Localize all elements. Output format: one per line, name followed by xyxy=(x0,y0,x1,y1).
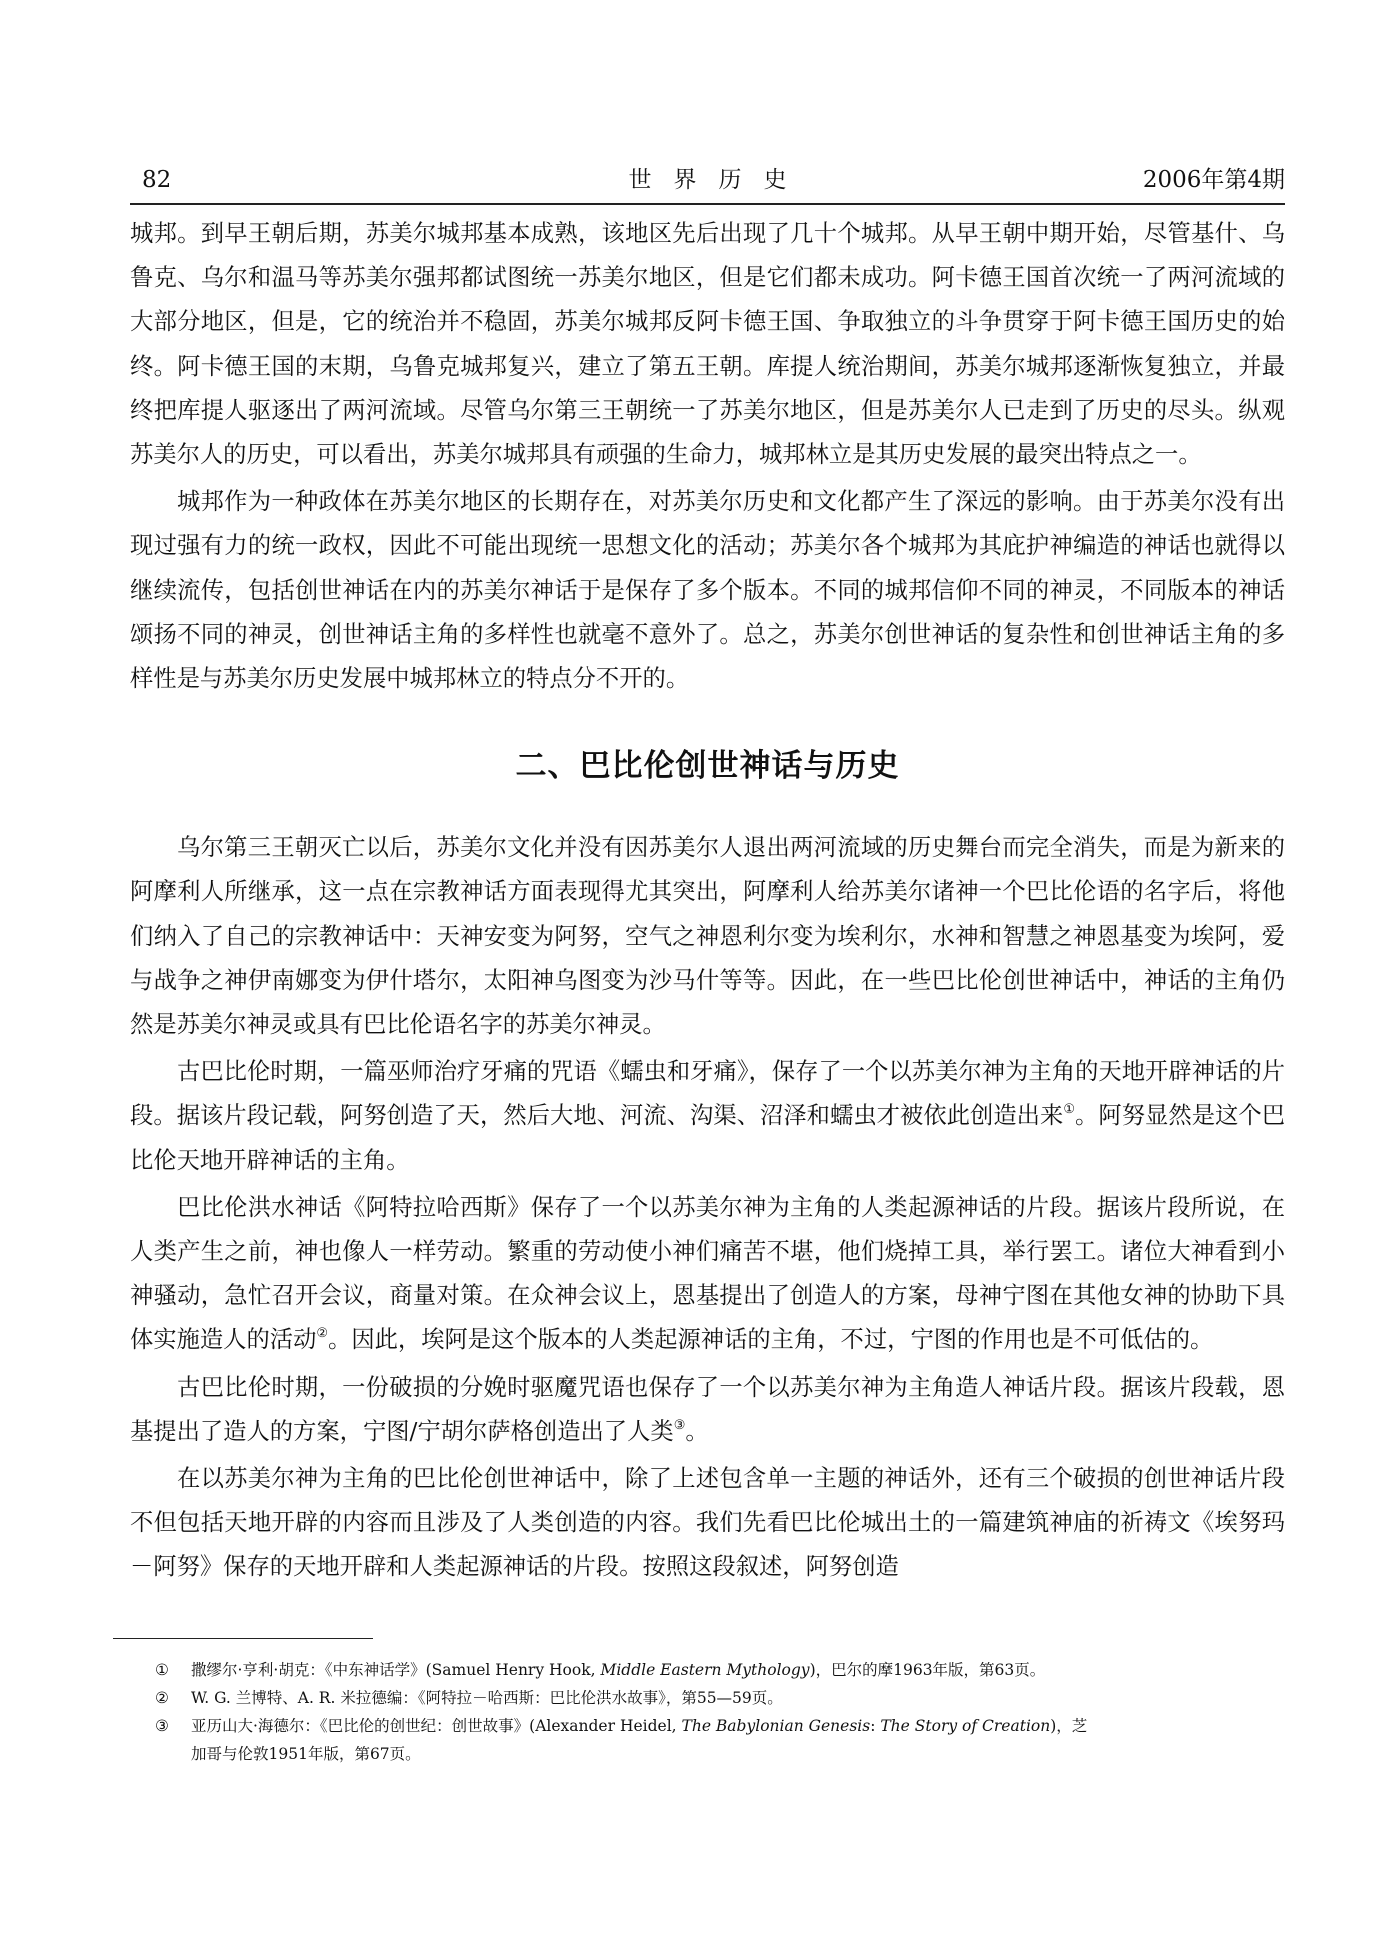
footnotes xyxy=(155,1656,1285,1768)
paragraph: 乌尔第三王朝灭亡以后，苏美尔文化并没有因苏美尔人退出两河流域的历史舞台而完全消失，而是为新来的阿摩利人所继承，这一点在宗教神话方面表现得尤其突出，阿摩利人给苏美尔诸神一个巴比伦语的名字后，将他们纳入了自己的宗教神话中：天神安变为阿努，空气之神恩利尔变为埃利尔，水神和智慧之神恩基变为埃阿，爱与战争之神伊南娜变为伊什塔尔，太阳神乌图变为沙马什等等。因此，在一些巴比伦创世神话中，神话的主角仍然是苏美尔神灵或具有巴比伦语名字的苏美尔神灵。 xyxy=(130,834,1285,1039)
running-header xyxy=(130,160,1285,200)
footnote-text: : xyxy=(870,1717,881,1735)
paragraph xyxy=(130,1186,1285,1363)
footnote-text: 加哥与伦敦1951年版，第67页。 xyxy=(191,1745,421,1763)
paragraph: 在以苏美尔神为主角的巴比伦创世神话中，除了上述包含单一主题的神话外，还有三个破损的创世神话片段不但包括天地开辟的内容而且涉及了人类创造的内容。我们先看巴比伦城出土的一篇建筑神庙的祈祷文《埃努玛－阿努》保存的天地开辟和人类起源神话的片段。按照这段叙述，阿努创造 xyxy=(130,1465,1285,1581)
paragraph xyxy=(130,1050,1285,1183)
paragraph xyxy=(130,1366,1285,1454)
section-heading: 二、巴比伦创世神话与历史 xyxy=(515,748,900,785)
footnote-text: )，巴尔的摩1963年版，第63页。 xyxy=(809,1661,1046,1679)
paragraph-text: 巴比伦洪水神话《阿特拉哈西斯》保存了一个以苏美尔神为主角的人类起源神话的片段。据该片段所说，在人类产生之前，神也像人一样劳动。繁重的劳动使小神们痛苦不堪，他们烧掉工具，举行罢工。诸位大神看到小神骚动，急忙召开会议，商量对策。在众神会议上，恩基提出了创造人的方案，母神宁图在其他女神的协助下具体实施造人的活动 xyxy=(130,1193,1285,1354)
footnote-title-italic: Middle Eastern Mythology xyxy=(600,1661,810,1679)
footnote-title-italic: The Story of Creation xyxy=(880,1717,1051,1735)
paragraph-text: 。因此，埃阿是这个版本的人类起源神话的主角，不过，宁图的作用也是不可低估的。 xyxy=(328,1326,1214,1354)
footnote-ref[interactable]: ② xyxy=(316,1326,329,1342)
footnote-mark: ② xyxy=(155,1689,169,1707)
paragraph-text: 。阿努显然是这个巴比伦天地开辟神话的主角。 xyxy=(130,1102,1286,1174)
journal-title: 世界历史 xyxy=(628,167,809,193)
footnote-2 xyxy=(155,1684,1285,1712)
paragraph-text: 古巴比伦时期，一份破损的分娩时驱魔咒语也保存了一个以苏美尔神为主角造人神话片段。据该片段载，恩基提出了造人的方案，宁图/宁胡尔萨格创造出了人类 xyxy=(130,1373,1285,1445)
footnote-3 xyxy=(155,1712,1285,1768)
footnote-mark: ① xyxy=(155,1661,169,1679)
footnote-title-italic: The Babylonian Genesis xyxy=(681,1717,871,1735)
paragraph-text: 古巴比伦时期，一篇巫师治疗牙痛的咒语《蠕虫和牙痛》，保存了一个以苏美尔神为主角的天地开辟神话的片段。据该片段记载，阿努创造了天，然后大地、河流、沟渠、沼泽和蠕虫才被依此创造出来 xyxy=(130,1058,1285,1130)
footnote-text: 亚历山大·海德尔：《巴比伦的创世纪：创世故事》(Alexander Heidel, xyxy=(191,1717,682,1735)
issue-label: 2006年第4期 xyxy=(1142,167,1285,193)
footnote-mark: ③ xyxy=(155,1717,169,1735)
paragraph: 城邦作为一种政体在苏美尔地区的长期存在，对苏美尔历史和文化都产生了深远的影响。由于苏美尔没有出现过强有力的统一政权，因此不可能出现统一思想文化的活动；苏美尔各个城邦为其庇护神编造的神话也就得以继续流传，包括创世神话在内的苏美尔神话于是保存了多个版本。不同的城邦信仰不同的神灵，不同版本的神话颂扬不同的神灵，创世神话主角的多样性也就毫不意外了。总之，苏美尔创世神话的复杂性和创世神话主角的多样性是与苏美尔历史发展中城邦林立的特点分不开的。 xyxy=(130,488,1285,693)
footnote-rule xyxy=(113,1638,373,1639)
footnote-text: 撒缪尔·亨利·胡克：《中东神话学》(Samuel Henry Hook, xyxy=(191,1661,601,1679)
article-body xyxy=(130,212,1285,1590)
footnote-text: W. G. 兰博特、A. R. 米拉德编：《阿特拉－哈西斯：巴比伦洪水故事》，第55—59页。 xyxy=(191,1689,783,1707)
paragraph: 城邦。到早王朝后期，苏美尔城邦基本成熟，该地区先后出现了几十个城邦。从早王朝中期开始，尽管基什、乌鲁克、乌尔和温马等苏美尔强邦都试图统一苏美尔地区，但是它们都未成功。阿卡德王国首次统一了两河流域的大部分地区，但是，它的统治并不稳固，苏美尔城邦反阿卡德王国、争取独立的斗争贯穿于阿卡德王国历史的始终。阿卡德王国的末期，乌鲁克城邦复兴，建立了第五王朝。库提人统治期间，苏美尔城邦逐渐恢复独立，并最终把库提人驱逐出了两河流域。尽管乌尔第三王朝统一了苏美尔地区，但是苏美尔人已走到了历史的尽头。纵观苏美尔人的历史，可以看出，苏美尔城邦具有顽强的生命力，城邦林立是其历史发展的最突出特点之一。 xyxy=(130,220,1285,469)
page-number: 82 xyxy=(142,167,172,193)
footnote-ref[interactable]: ① xyxy=(1063,1102,1076,1118)
header-rule xyxy=(130,203,1285,205)
paragraph-text: 。 xyxy=(685,1417,709,1445)
footnote-ref[interactable]: ③ xyxy=(673,1417,686,1433)
footnote-1 xyxy=(155,1656,1285,1684)
footnote-text: )，芝 xyxy=(1050,1717,1088,1735)
